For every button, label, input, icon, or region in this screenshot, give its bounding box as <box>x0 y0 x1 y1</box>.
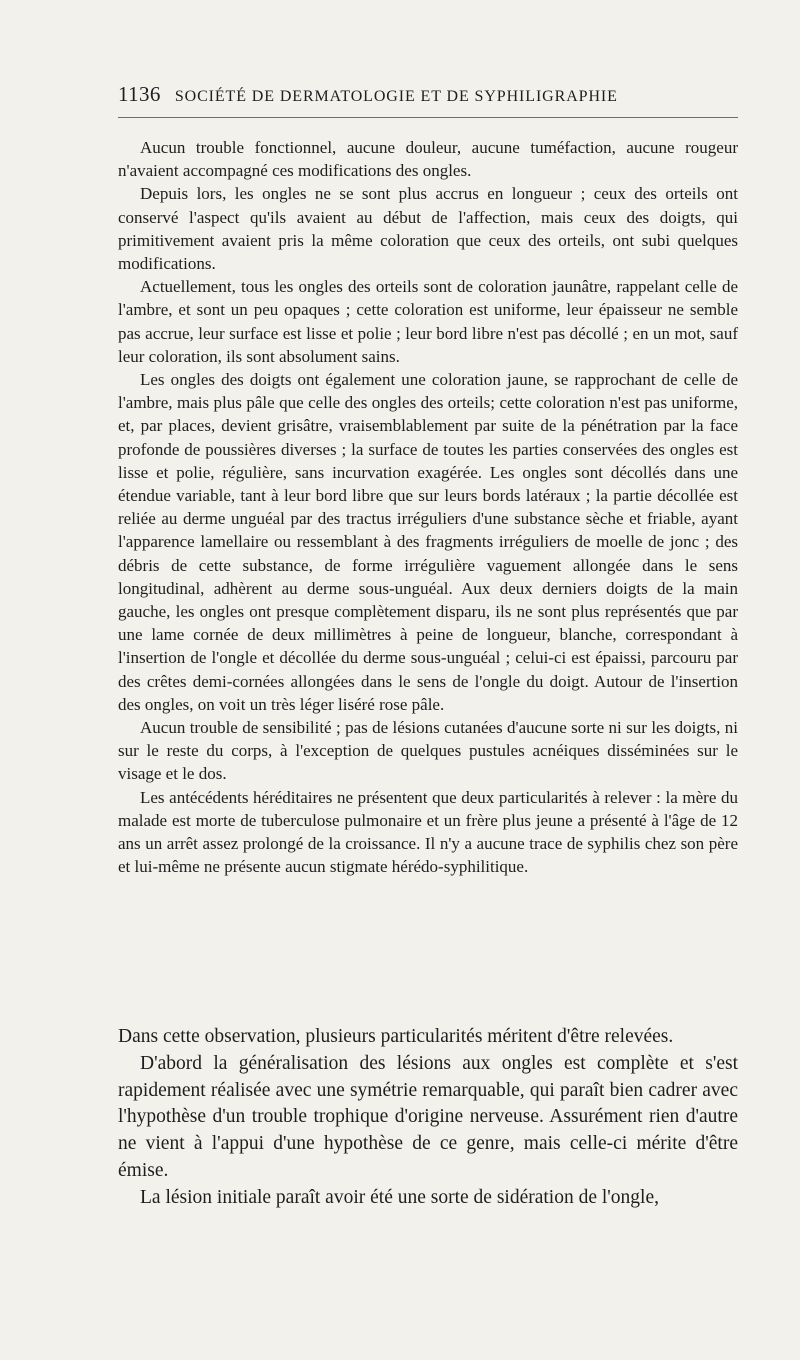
paragraph: Actuellement, tous les ongles des orteils sont de coloration jaunâtre, rappelant celle de l'ambre, et sont un peu opaques ; cette coloration est uniforme, leur épaisseur ne semble pas accrue, leur surface est lisse et polie ; leur bord libre n'est pas décollé ; en un mot, sauf leur coloration, ils sont absolument sains. <box>118 277 738 366</box>
page-header <box>118 82 738 107</box>
header-rule <box>118 117 738 118</box>
paragraph: Les antécédents héréditaires ne présentent que deux particularités à relever : la mère du malade est morte de tuberculose pulmonaire et un frère plus jeune a présenté à l'âge de 12 ans un arrêt assez prolongé de la croissance. Il n'y a aucune trace de syphilis chez son père et lui-même ne présente aucun stigmate hérédo-syphilitique. <box>118 787 738 877</box>
paragraph: Dans cette observation, plusieurs particularités méritent d'être relevées. <box>118 1026 674 1047</box>
case-description <box>118 136 738 879</box>
running-title: SOCIÉTÉ DE DERMATOLOGIE ET DE SYPHILIGRAPHIE <box>174 88 618 105</box>
paragraph: Aucun trouble de sensibilité ; pas de lésions cutanées d'aucune sorte ni sur les doigts, ni sur le reste du corps, à l'exception de quelques pustules acnéiques disséminées sur le visage et le dos. <box>118 718 738 784</box>
page-number: 1136 <box>118 82 161 106</box>
paragraph: Depuis lors, les ongles ne se sont plus accrus en longueur ; ceux des orteils ont conservé l'aspect qu'ils avaient au début de l'affection, mais ceux des doigts, qui primitivement avaient pris la même coloration que ceux des orteils, ont subi quelques modifications. <box>118 184 738 274</box>
discussion <box>118 1024 738 1212</box>
paragraph: La lésion initiale paraît avoir été une sorte de sidération de l'ongle, <box>140 1186 659 1208</box>
paragraph: Les ongles des doigts ont également une coloration jaune, se rapprochant de celle de l'ambre, mais plus pâle que celle des ongles des orteils; cette coloration n'est pas uniforme, et, par places, devient grisâtre, vraisemblablement par suite de la pénétration par la face profonde de poussières diverses ; la surface de toutes les parties conservées des ongles est lisse et polie, régulière, sans incurvation exagérée. Les ongles sont décollés dans une étendue variable, tant à leur bord libre que sur leurs bords latéraux ; la partie décollée est reliée au derme unguéal par des tractus irréguliers d'une substance sèche et friable, ayant l'apparence lamellaire ou ressemblant à des fragments irréguliers de moelle de jonc ; des débris de cette substance, de forme irrégulière vaguement allongée dans le sens longitudinal, adhèrent au derme sous-unguéal. Aux deux derniers doigts de la main gauche, les ongles ont presque complètement disparu, ils ne sont plus représentés que par une lame cornée de deux millimètres à peine de longueur, blanche, correspondant à l'insertion de l'ongle et décollée du derme sous-unguéal ; celui-ci est épaissi, parcouru par des crêtes demi-cornées allongées dans le sens de l'ongle du doigt. Autour de l'insertion des ongles, on voit un très léger liséré rose pâle. <box>118 370 738 714</box>
paragraph: D'abord la généralisation des lésions aux ongles est complète et s'est rapidement réalisée avec une symétrie remarquable, qui paraît bien cadrer avec l'hypothèse d'un trouble trophique d'origine nerveuse. Assurément rien d'autre ne vient à l'appui d'une hypothèse de ce genre, mais celle-ci mérite d'être émise. <box>118 1052 738 1181</box>
paragraph: Aucun trouble fonctionnel, aucune douleur, aucune tuméfaction, aucune rougeur n'avaient accompagné ces modifications des ongles. <box>118 138 738 181</box>
